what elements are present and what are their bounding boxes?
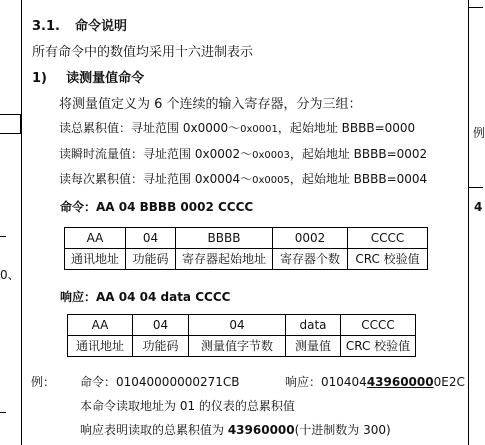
line2-prefix: 响应表明读取的总累积值为 <box>80 423 228 437</box>
group-start-address: ，起始地址 BBBB=0004 <box>289 172 428 186</box>
line2-suffix: (十进制数为 300) <box>294 423 391 437</box>
response-heading: 响应：AA 04 04 data CCCC <box>60 290 231 304</box>
table-header-cell: 通讯地址 <box>68 336 133 357</box>
table-cell: AA <box>65 228 126 249</box>
right-margin-text-2: 4 <box>474 200 483 214</box>
command-heading: 命令：AA 04 BBBB 0002 CCCC <box>60 200 254 214</box>
table-row <box>65 249 428 270</box>
table-cell: 04 <box>133 315 189 336</box>
table-row <box>68 336 416 357</box>
group-range-end: 0x0001 <box>240 124 278 135</box>
example-line-2 <box>80 421 391 438</box>
right-border-line <box>468 0 469 445</box>
group-range: 寻址范围 0x0002～ <box>143 147 253 161</box>
table-header-cell: 寄存器起始地址 <box>176 249 273 270</box>
line2-value: 43960000 <box>227 423 295 437</box>
table-cell: CCCC <box>348 228 428 249</box>
group-start-address: ，起始地址 BBBB=0002 <box>289 147 428 161</box>
table-header-cell: 寄存器个数 <box>273 249 348 270</box>
section-heading <box>32 15 127 34</box>
table-cell: CCCC <box>341 315 416 336</box>
section-number: 3.1. <box>32 19 60 34</box>
left-border-line <box>21 0 22 445</box>
left-margin-text: 0、 <box>0 268 20 282</box>
group-label: 读总累积值： <box>59 121 132 135</box>
group-range: 寻址范围 0x0004～ <box>143 172 253 186</box>
table-header-cell: 通讯地址 <box>65 249 126 270</box>
table-header-cell: 功能码 <box>133 336 189 357</box>
example-response <box>285 373 465 390</box>
group-label: 读每次累积值： <box>59 172 144 186</box>
table-cell: 04 <box>189 315 286 336</box>
response-table <box>67 314 416 357</box>
table-header-cell: 测量值 <box>286 336 341 357</box>
left-page-bottom-tick <box>0 412 6 413</box>
group-range-end: 0x0005 <box>252 175 290 186</box>
group-row-each <box>59 170 427 187</box>
group-row-instant <box>59 145 427 162</box>
response-prefix: 响应：010404 <box>285 375 367 389</box>
table-cell: 0002 <box>273 228 348 249</box>
example-label: 例： <box>31 375 56 389</box>
table-cell: AA <box>68 315 133 336</box>
group-label: 读瞬时流量值： <box>59 147 144 161</box>
table-cell: data <box>286 315 341 336</box>
intro-text: 所有命令中的数值均采用十六进制表示 <box>32 45 254 60</box>
item-title: 读测量值命令 <box>66 71 145 86</box>
right-margin-text-1: 例 <box>473 126 485 140</box>
table-header-cell: CRC 校验值 <box>348 249 428 270</box>
table-cell: 04 <box>126 228 176 249</box>
table-header-cell: CRC 校验值 <box>341 336 416 357</box>
response-value: 43960000 <box>366 375 434 389</box>
left-page-tick <box>0 236 6 237</box>
command-table <box>64 227 428 270</box>
group-row-total <box>59 119 415 136</box>
right-top-tick <box>468 7 483 8</box>
definition-text: 将测量值定义为 6 个连续的输入寄存器，分为三组： <box>59 97 362 112</box>
left-page-box <box>0 114 21 134</box>
response-suffix: 0E2C <box>433 375 465 389</box>
table-cell: BBBB <box>176 228 273 249</box>
table-row <box>68 315 416 336</box>
group-range-end: 0x0003 <box>252 150 290 161</box>
section-title: 命令说明 <box>75 19 128 34</box>
table-header-cell: 测量值字节数 <box>189 336 286 357</box>
table-header-cell: 功能码 <box>126 249 176 270</box>
group-start-address: ，起始地址 BBBB=0000 <box>277 121 416 135</box>
item-number: 1) <box>32 71 47 86</box>
right-mid-tick <box>468 187 483 188</box>
example-command: 命令：01040000000271CB <box>80 375 240 389</box>
table-row <box>65 228 428 249</box>
item-heading <box>32 67 144 86</box>
group-range: 寻址范围 0x0000～ <box>131 121 241 135</box>
example-line-1: 本命令读取地址为 01 的仪表的总累积值 <box>80 399 295 413</box>
